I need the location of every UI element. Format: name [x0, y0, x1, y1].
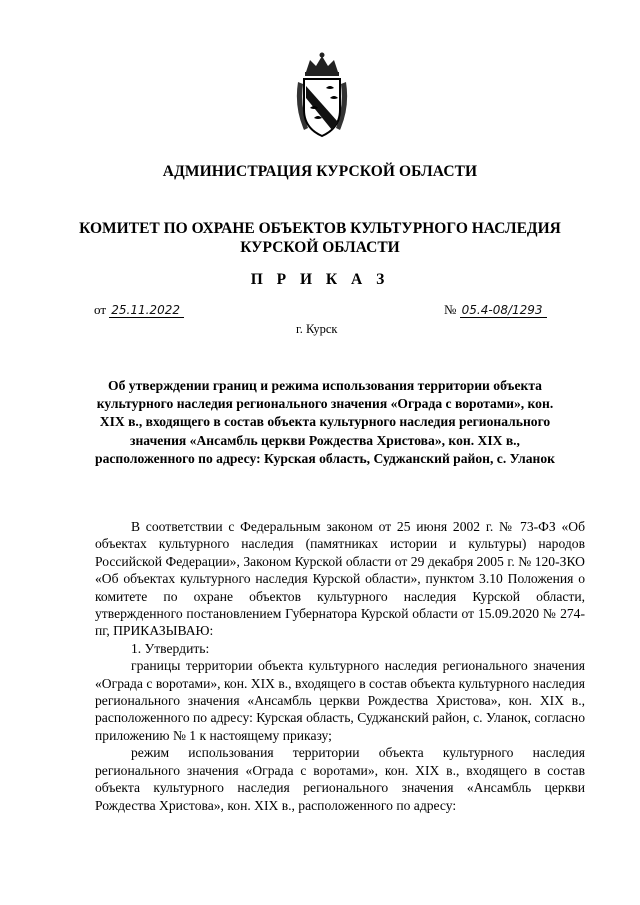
body-paragraph: В соответствии с Федеральным законом от 25 июня 2002 г. № 73-ФЗ «Об объектах культурного наследия (памятниках истории и культуры) народов Российской Федерации», Законом Курской области от 29 декабря 2005 г. № 120-ЗКО «Об объектах культурного наследия Курской области», пунктом 3.10 Положения о комитете по охране объектов культурного наследия Курской области, утвержденного постановлением Губернатора Курской области от 15.09.2020 № 274-пг, ПРИКАЗЫВАЮ: — [95, 519, 585, 639]
body-paragraph: 1. Утвердить: — [131, 640, 210, 656]
document-body — [95, 518, 585, 814]
number-value: 05.4-08/1293 — [460, 303, 547, 318]
document-date — [94, 302, 184, 318]
date-value: 25.11.2022 — [109, 303, 184, 318]
committee-name — [0, 219, 640, 257]
committee-line-1: КОМИТЕТ ПО ОХРАНЕ ОБЪЕКТОВ КУЛЬТУРНОГО НАСЛЕДИЯ — [79, 220, 561, 237]
document-type: П Р И К А З — [250, 271, 390, 288]
document-city: г. Курск — [296, 322, 338, 336]
coat-of-arms-icon — [290, 52, 354, 140]
document-title: Об утверждении границ и режима использования территории объекта культурного наследия регионального значения «Ограда с воротами», кон. XIX в., входящего в состав объекта культурного наследия регионального значения «Ансамбль церкви Рождества Христова», кон. XIX в., расположенного по адресу: Курская область, Суджанский район, с. Уланок — [95, 378, 555, 466]
body-paragraph: режим использования территории объекта культурного наследия регионального значения «Ограда с воротами», кон. XIX в., входящего в состав объекта культурного наследия регионального значения «Ансамбль церкви Рождества Христова», кон. XIX в., расположенного по адресу: — [95, 745, 585, 813]
number-prefix: № — [444, 302, 457, 317]
committee-line-2: КУРСКОЙ ОБЛАСТИ — [240, 239, 400, 256]
body-paragraph: границы территории объекта культурного наследия регионального значения «Ограда с воротами», кон. XIX в., входящего в состав объекта культурного наследия регионального значения «Ансамбль церкви Рождества Христова», кон. XIX в., расположенного по адресу: Курская область, Суджанский район, с. Уланок, согласно приложению № 1 к настоящему приказу; — [95, 658, 585, 743]
date-prefix: от — [94, 302, 107, 317]
organization-name: АДМИНИСТРАЦИЯ КУРСКОЙ ОБЛАСТИ — [162, 163, 478, 180]
document-number — [444, 302, 547, 318]
